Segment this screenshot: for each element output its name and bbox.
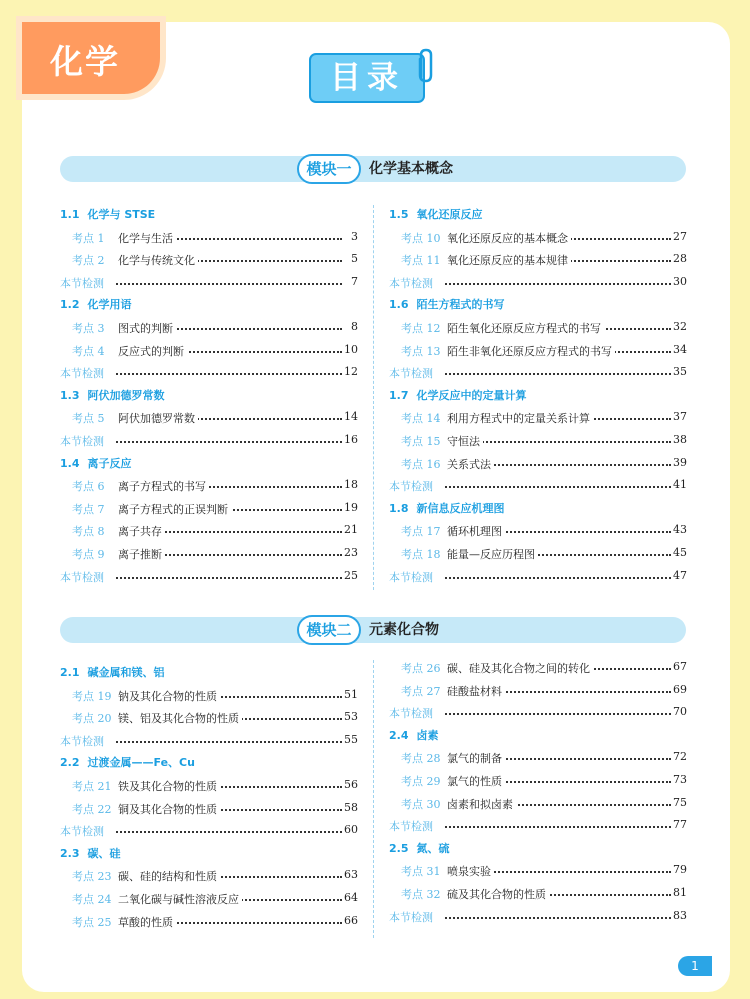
page-ref: 47: [673, 568, 687, 582]
page-ref: 51: [344, 687, 358, 701]
section-number: 1.2: [60, 298, 80, 312]
section-number: 1.4: [60, 456, 80, 470]
page-ref: 12: [344, 365, 358, 379]
page-ref: 58: [344, 800, 358, 814]
section-number: 1.6: [389, 298, 409, 312]
toc-title: 目录: [330, 60, 404, 96]
toc-entry[interactable]: [389, 773, 687, 789]
page-ref: 66: [344, 913, 358, 927]
entry-title: 镁、铝及其化合物的性质: [118, 710, 242, 726]
toc-entry[interactable]: [389, 863, 687, 879]
toc-entry[interactable]: [60, 801, 358, 817]
entry-title: 碳、硅及其化合物之间的转化: [447, 660, 593, 676]
toc-entry[interactable]: [60, 891, 358, 907]
section-number: 2.1: [60, 666, 80, 679]
section-heading[interactable]: [60, 754, 195, 770]
page-number: 1: [678, 956, 712, 976]
toc-entry[interactable]: [389, 230, 687, 246]
toc-entry[interactable]: [389, 750, 687, 766]
toc-entry[interactable]: [389, 433, 687, 449]
toc-entry[interactable]: [60, 320, 358, 336]
entry-title: 反应式的判断: [118, 343, 187, 359]
entry-title: 循环机理图: [447, 523, 505, 539]
toc-entry[interactable]: [389, 886, 687, 902]
section-number: 1.1: [60, 208, 80, 221]
review-label: 本节检测: [389, 367, 433, 381]
page-ref: 53: [344, 710, 358, 724]
entry-title: 氧化还原反应的基本概念: [447, 230, 571, 246]
kaodian-label: 考点 6: [72, 480, 105, 494]
page-ref: 75: [673, 795, 687, 809]
section-number: 2.3: [60, 846, 80, 860]
dot-leader: [116, 283, 342, 285]
page-ref: 37: [673, 410, 687, 424]
subject-tab: [22, 22, 160, 94]
kaodian-label: 考点 3: [72, 322, 105, 335]
section-title: 碱金属和镁、铝: [87, 666, 165, 679]
page-ref: 3: [351, 229, 358, 243]
section-heading[interactable]: [389, 840, 450, 856]
section-number: 2.4: [389, 728, 409, 742]
kaodian-label: 考点 5: [72, 412, 105, 426]
toc-entry[interactable]: [60, 343, 358, 359]
dot-leader: [445, 486, 671, 488]
dot-leader: [445, 826, 671, 828]
dot-leader: [116, 831, 342, 833]
entry-title: 化学与生活: [118, 230, 176, 246]
kaodian-label: 考点 1: [72, 231, 105, 245]
section-heading[interactable]: [60, 845, 121, 861]
page-ref: 39: [673, 455, 687, 469]
section-title: 过渡金属——Fe、Cu: [87, 756, 195, 770]
toc-entry[interactable]: [389, 683, 687, 699]
module-title: 化学基本概念: [369, 161, 453, 177]
section-title: 阿伏加德罗常数: [87, 388, 165, 402]
toc-entry[interactable]: [60, 688, 358, 704]
section-title: 陌生方程式的书写: [416, 298, 505, 312]
section-review-entry[interactable]: [60, 433, 358, 449]
kaodian-label: 考点 31: [401, 865, 441, 879]
page-ref: 23: [344, 546, 358, 559]
kaodian-label: 考点 9: [72, 548, 105, 561]
kaodian-label: 考点 25: [72, 915, 112, 929]
review-label: 本节检测: [60, 825, 104, 839]
toc-entry[interactable]: [60, 914, 358, 930]
dot-leader: [116, 373, 342, 375]
kaodian-label: 考点 10: [401, 231, 441, 245]
toc-entry[interactable]: [60, 868, 358, 884]
dot-leader: [445, 577, 671, 579]
kaodian-label: 考点 32: [401, 888, 441, 901]
page-ref: 79: [673, 863, 687, 877]
section-number: 2.2: [60, 756, 80, 770]
page-ref: 83: [673, 908, 687, 922]
entry-title: 钠及其化合物的性质: [118, 688, 220, 704]
page-ref: 60: [344, 823, 358, 837]
page-ref: 55: [344, 732, 358, 746]
page-ref: 19: [344, 500, 358, 514]
review-label: 本节检测: [389, 910, 433, 924]
section-number: 2.5: [389, 841, 409, 855]
page-ref: 35: [673, 365, 687, 379]
section-title: 新信息反应机理图: [416, 501, 505, 515]
kaodian-label: 考点 24: [72, 893, 112, 906]
entry-title: 氯气的性质: [447, 773, 505, 789]
section-title: 碳、硅: [87, 846, 121, 860]
toc-entry[interactable]: [389, 523, 687, 539]
section-review-entry[interactable]: [60, 365, 358, 381]
review-label: 本节检测: [60, 276, 104, 290]
entry-title: 硫及其化合物的性质: [447, 886, 549, 902]
kaodian-label: 考点 27: [401, 684, 441, 698]
page-ref: 64: [344, 891, 358, 904]
toc-entry[interactable]: [60, 252, 358, 268]
dot-leader: [445, 713, 671, 715]
toc-entry[interactable]: [389, 660, 687, 676]
dot-leader: [445, 373, 671, 375]
page-ref: 70: [673, 705, 687, 719]
section-heading[interactable]: [389, 500, 505, 516]
entry-title: 铁及其化合物的性质: [118, 778, 220, 794]
section-review-entry[interactable]: [389, 909, 687, 925]
section-title: 化学反应中的定量计算: [416, 388, 527, 402]
kaodian-label: 考点 2: [72, 254, 105, 268]
section-review-entry[interactable]: [389, 365, 687, 381]
entry-title: 草酸的性质: [118, 914, 176, 930]
entry-title: 二氧化碳与碱性溶液反应: [118, 891, 242, 907]
page-ref: 38: [673, 433, 687, 446]
module-title: 元素化合物: [369, 622, 439, 638]
review-label: 本节检测: [389, 570, 433, 584]
dot-leader: [116, 577, 342, 579]
toc-entry[interactable]: [389, 252, 687, 268]
page-ref: 16: [344, 433, 358, 446]
section-review-entry[interactable]: [389, 569, 687, 585]
kaodian-label: 考点 14: [401, 412, 441, 426]
entry-title: 关系式法: [447, 456, 494, 472]
column-divider: [373, 205, 374, 590]
section-review-entry[interactable]: [389, 478, 687, 494]
section-heading[interactable]: [389, 727, 439, 743]
page-ref: 7: [351, 274, 358, 288]
page-ref: 30: [673, 274, 687, 288]
entry-title: 能量—反应历程图: [447, 546, 538, 562]
section-heading[interactable]: [60, 455, 132, 471]
section-title: 氧化还原反应: [416, 208, 483, 221]
section-heading[interactable]: [389, 387, 527, 403]
dot-leader: [116, 741, 342, 743]
section-title: 离子反应: [87, 456, 132, 470]
toc-entry[interactable]: [389, 320, 687, 336]
section-title: 化学用语: [87, 298, 132, 312]
review-label: 本节检测: [389, 707, 433, 721]
toc-entry[interactable]: [389, 456, 687, 472]
section-review-entry[interactable]: [389, 705, 687, 721]
page-ref: 43: [673, 523, 687, 537]
kaodian-label: 考点 11: [401, 254, 441, 268]
toc-title-box: [309, 53, 425, 103]
review-label: 本节检测: [60, 570, 104, 584]
page-ref: 28: [673, 252, 687, 266]
section-heading[interactable]: [60, 296, 132, 312]
toc-entry[interactable]: [60, 778, 358, 794]
page-ref: 72: [673, 750, 687, 764]
review-label: 本节检测: [60, 367, 104, 381]
page-ref: 63: [344, 868, 358, 882]
entry-title: 离子方程式的正误判断: [118, 501, 231, 517]
kaodian-label: 考点 30: [401, 797, 441, 811]
page-ref: 21: [344, 523, 358, 537]
page-ref: 81: [673, 886, 687, 899]
toc-entry[interactable]: [389, 546, 687, 562]
entry-title: 利用方程式中的定量关系计算: [447, 410, 593, 426]
entry-title: 守恒法: [447, 433, 483, 449]
section-review-entry[interactable]: [389, 818, 687, 834]
page-ref: 56: [344, 778, 358, 791]
page-ref: 5: [351, 252, 358, 266]
toc-entry[interactable]: [60, 230, 358, 246]
page-ref: 67: [673, 660, 687, 673]
kaodian-label: 考点 18: [401, 548, 441, 561]
section-heading[interactable]: [389, 206, 483, 222]
section-heading[interactable]: [60, 664, 165, 680]
section-number: 1.7: [389, 388, 409, 402]
page-ref: 73: [673, 773, 687, 786]
entry-title: 离子方程式的书写: [118, 478, 209, 494]
kaodian-label: 考点 23: [72, 870, 112, 884]
kaodian-label: 考点 17: [401, 525, 441, 539]
entry-title: 氧化还原反应的基本规律: [447, 252, 571, 268]
section-title: 氮、硫: [416, 841, 450, 855]
entry-title: 喷泉实验: [447, 863, 494, 879]
entry-title: 阿伏加德罗常数: [118, 410, 198, 426]
kaodian-label: 考点 20: [72, 712, 112, 726]
kaodian-label: 考点 29: [401, 775, 441, 788]
section-review-entry[interactable]: [60, 823, 358, 839]
paperclip-icon: [415, 47, 437, 85]
page-ref: 34: [673, 342, 687, 356]
page-ref: 77: [673, 818, 687, 832]
section-heading[interactable]: [60, 387, 165, 403]
kaodian-label: 考点 26: [401, 662, 441, 675]
dot-leader: [445, 917, 671, 919]
module-tag: 模块二: [297, 615, 361, 645]
kaodian-label: 考点 12: [401, 322, 441, 335]
kaodian-label: 考点 15: [401, 435, 441, 448]
page-ref: 14: [344, 410, 358, 424]
entry-title: 卤素和拟卤素: [447, 796, 516, 812]
toc-entry[interactable]: [60, 546, 358, 562]
column-divider: [373, 660, 374, 938]
toc-entry[interactable]: [389, 796, 687, 812]
section-title: 卤素: [416, 728, 439, 742]
entry-title: 碳、硅的结构和性质: [118, 868, 220, 884]
page-ref: 32: [673, 320, 687, 333]
toc-entry[interactable]: [60, 523, 358, 539]
section-number: 1.8: [389, 501, 409, 515]
page-ref: 69: [673, 682, 687, 696]
page-ref: 25: [344, 568, 358, 582]
section-title: 化学与 STSE: [87, 208, 156, 221]
dot-leader: [116, 441, 342, 443]
entry-title: 陌生非氧化还原反应方程式的书写: [447, 343, 615, 359]
section-number: 1.3: [60, 388, 80, 402]
section-review-entry[interactable]: [60, 733, 358, 749]
section-review-entry[interactable]: [60, 569, 358, 585]
page-ref: 18: [344, 478, 358, 492]
subject-label: 化学: [50, 42, 120, 81]
toc-entry[interactable]: [389, 410, 687, 426]
section-heading[interactable]: [60, 206, 155, 222]
entry-title: 硅酸盐材料: [447, 683, 505, 699]
section-heading[interactable]: [389, 296, 505, 312]
page-ref: 27: [673, 229, 687, 243]
module-tag: 模块一: [297, 154, 361, 184]
entry-title: 离子推断: [118, 546, 165, 562]
entry-title: 氯气的制备: [447, 750, 505, 766]
toc-entry[interactable]: [60, 501, 358, 517]
kaodian-label: 考点 16: [401, 457, 441, 471]
section-review-entry[interactable]: [60, 275, 358, 291]
toc-entry[interactable]: [60, 410, 358, 426]
toc-entry[interactable]: [60, 478, 358, 494]
module-bar: [60, 156, 686, 182]
entry-title: 铜及其化合物的性质: [118, 801, 220, 817]
kaodian-label: 考点 28: [401, 752, 441, 766]
review-label: 本节检测: [60, 435, 104, 448]
review-label: 本节检测: [60, 734, 104, 748]
entry-title: 化学与传统文化: [118, 252, 198, 268]
module-bar: [60, 617, 686, 643]
dot-leader: [445, 283, 671, 285]
review-label: 本节检测: [389, 480, 433, 494]
toc-entry[interactable]: [60, 710, 358, 726]
kaodian-label: 考点 13: [401, 344, 441, 358]
kaodian-label: 考点 19: [72, 689, 112, 703]
section-number: 1.5: [389, 208, 409, 221]
toc-entry[interactable]: [389, 343, 687, 359]
page-ref: 45: [673, 546, 687, 559]
kaodian-label: 考点 4: [72, 344, 105, 358]
kaodian-label: 考点 21: [72, 780, 112, 793]
entry-title: 图式的判断: [118, 320, 176, 336]
review-label: 本节检测: [389, 276, 433, 290]
entry-title: 陌生氧化还原反应方程式的书写: [447, 320, 604, 336]
kaodian-label: 考点 8: [72, 525, 105, 539]
section-review-entry[interactable]: [389, 275, 687, 291]
review-label: 本节检测: [389, 820, 433, 834]
kaodian-label: 考点 22: [72, 802, 112, 816]
kaodian-label: 考点 7: [72, 502, 105, 516]
page-ref: 10: [344, 342, 358, 356]
page-ref: 8: [351, 320, 358, 333]
page-ref: 41: [673, 478, 687, 492]
entry-title: 离子共存: [118, 523, 165, 539]
